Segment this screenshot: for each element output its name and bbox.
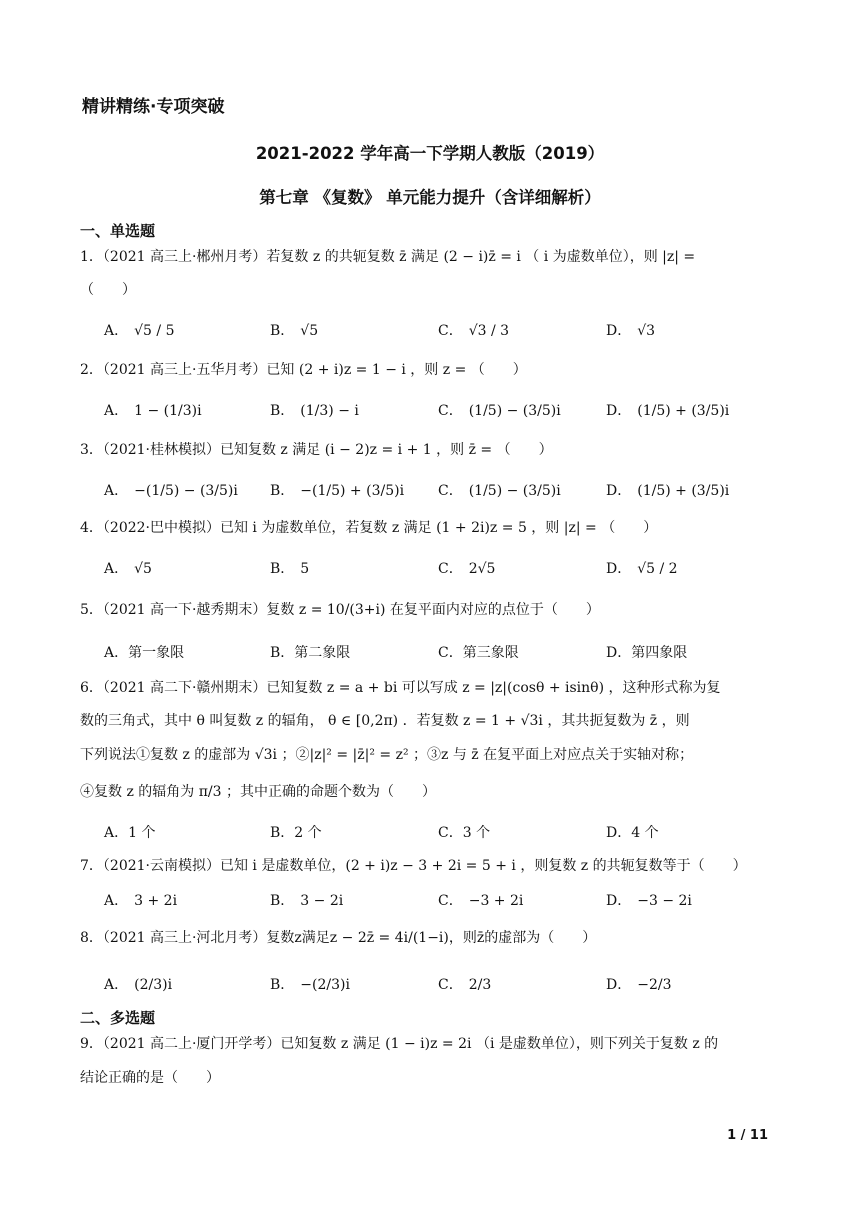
question-8-option-b: B． −(2/3)i [270, 977, 350, 993]
question-5-option-c: C．第三象限 [438, 645, 519, 661]
question-3-option-d: D． (1/5) + (3/5)i [606, 483, 730, 499]
question-6-option-c: C．3 个 [438, 825, 491, 841]
question-1-stem: 1．（2021 高三上·郴州月考）若复数 z 的共轭复数 z̄ 满足 (2 − i)z̄ = i （ i 为虚数单位），则 |z| = [80, 249, 696, 265]
chapter-title: 第七章 《复数》 单元能力提升（含详细解析） [259, 188, 601, 207]
question-2-option-b: B． (1/3) − i [270, 403, 359, 419]
section-heading-multiple-choice: 二、多选题 [80, 1009, 156, 1027]
brand-title: 精讲精练·专项突破 [82, 97, 225, 117]
question-8-option-a: A． (2/3)i [104, 977, 173, 993]
question-1-stem-cont: （ ） [80, 282, 136, 298]
question-4-option-c: C． 2√5 [438, 561, 496, 577]
question-8-option-c: C． 2/3 [438, 977, 492, 993]
question-6-option-d: D．4 个 [606, 825, 659, 841]
question-7-stem: 7．（2021·云南模拟）已知 i 是虚数单位，(2 + i)z − 3 + 2i = 5 + i ，则复数 z 的共轭复数等于（ ） [80, 858, 747, 874]
question-9-stem-line-1: 9．（2021 高二上·厦门开学考）已知复数 z 满足 (1 − i)z = 2i （i 是虚数单位），则下列关于复数 z 的 [80, 1036, 719, 1052]
section-heading-single-choice: 一、单选题 [80, 222, 156, 240]
question-6-option-a: A．1 个 [104, 825, 156, 841]
document-title: 2021-2022 学年高一下学期人教版（2019） [255, 144, 605, 163]
question-7-option-a: A． 3 + 2i [104, 893, 178, 909]
question-5-stem: 5．（2021 高一下·越秀期末）复数 z = 10/(3+i) 在复平面内对应的点位于（ ） [80, 602, 600, 618]
question-6-stem-line-4: ④复数 z 的辐角为 π/3 ；其中正确的命题个数为（ ） [80, 784, 437, 800]
question-1-option-d: D． √3 [606, 323, 656, 339]
question-6-stem-line-2: 数的三角式，其中 θ 叫复数 z 的辐角， θ ∈ [0,2π) ．若复数 z = 1 + √3i ，其共扼复数为 z̄ ，则 [80, 713, 690, 729]
question-3-stem: 3．（2021·桂林模拟）已知复数 z 满足 (i − 2)z = i + 1 ，则 z̄ = （ ） [80, 442, 553, 458]
page-number: 1 / 11 [727, 1128, 768, 1143]
question-6-stem-line-3: 下列说法①复数 z 的虚部为 √3i ；②|z|² = |z̄|² = z² ；③z 与 z̄ 在复平面上对应点关于实轴对称； [80, 747, 694, 763]
question-2-option-c: C． (1/5) − (3/5)i [438, 403, 561, 419]
question-3-option-a: A． −(1/5) − (3/5)i [104, 483, 238, 499]
question-4-stem: 4．（2022·巴中模拟）已知 i 为虚数单位，若复数 z 满足 (1 + 2i)z = 5 ，则 |z| = （ ） [80, 520, 658, 536]
question-5-option-d: D．第四象限 [606, 645, 688, 661]
question-9-stem-line-2: 结论正确的是（ ） [80, 1070, 220, 1086]
question-7-option-c: C． −3 + 2i [438, 893, 524, 909]
question-3-option-c: C． (1/5) − (3/5)i [438, 483, 561, 499]
question-5-option-b: B．第二象限 [270, 645, 351, 661]
question-2-option-a: A． 1 − (1/3)i [104, 403, 202, 419]
question-1-option-c: C． √3 / 3 [438, 323, 510, 339]
question-6-option-b: B．2 个 [270, 825, 322, 841]
question-3-option-b: B． −(1/5) + (3/5)i [270, 483, 405, 499]
question-5-option-a: A．第一象限 [104, 645, 185, 661]
question-4-option-a: A． √5 [104, 561, 152, 577]
question-2-option-d: D． (1/5) + (3/5)i [606, 403, 730, 419]
question-7-option-b: B． 3 − 2i [270, 893, 344, 909]
question-4-option-b: B． 5 [270, 561, 310, 577]
question-4-option-d: D． √5 / 2 [606, 561, 678, 577]
question-1-option-b: B． √5 [270, 323, 319, 339]
question-7-option-d: D． −3 − 2i [606, 893, 692, 909]
question-6-stem-line-1: 6．（2021 高二下·赣州期末）已知复数 z = a + bi 可以写成 z = |z|(cosθ + isinθ) ，这种形式称为复 [80, 680, 721, 696]
question-8-stem: 8．（2021 高三上·河北月考）复数z满足z − 2z̄ = 4i/(1−i)，则z̄的虚部为（ ） [80, 930, 597, 946]
question-8-option-d: D． −2/3 [606, 977, 672, 993]
question-2-stem: 2．（2021 高三上·五华月考）已知 (2 + i)z = 1 − i ，则 z = （ ） [80, 362, 527, 378]
question-1-option-a: A． √5 / 5 [104, 323, 175, 339]
